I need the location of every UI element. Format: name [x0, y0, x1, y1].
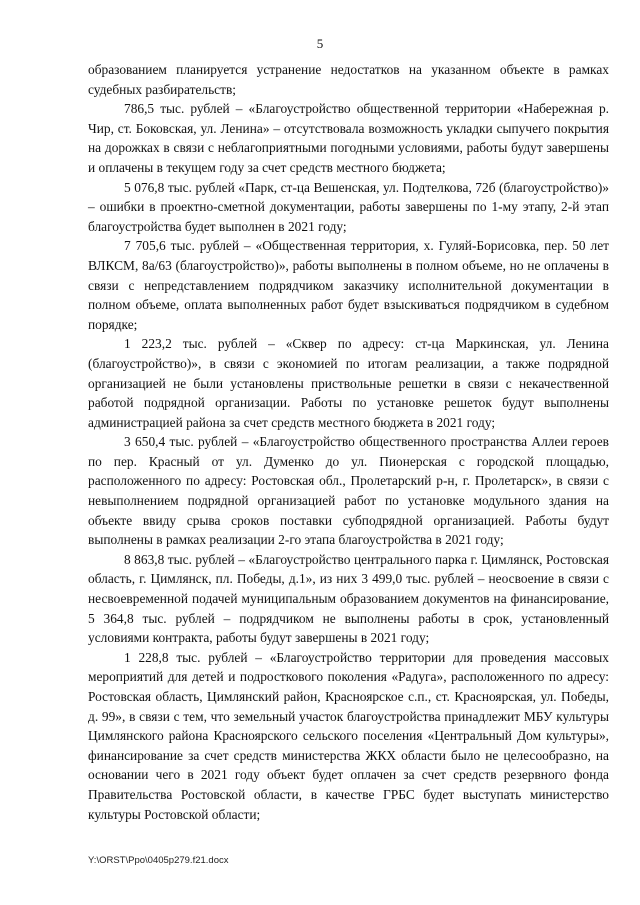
- paragraph-item: 7 705,6 тыс. рублей – «Общественная территория, х. Гуляй-Борисовка, пер. 50 лет ВЛКСМ, 8а/63 (благоустройство)», работы выполнены в полном объеме, но не оплачены в связи с непредставлением подрядчиком заказчику исполнительной документации в полном объеме, оплата выполненных работ будет взыскиваться подрядчиком в судебном порядке;: [88, 238, 609, 332]
- page-number: 5: [316, 36, 324, 51]
- paragraph-continuation: образованием планируется устранение недостатков на указанном объекте в рамках судебных разбирательств;: [88, 62, 609, 97]
- document-body: [88, 60, 609, 824]
- paragraph-item: 3 650,4 тыс. рублей – «Благоустройство общественного пространства Аллеи героев по пер. Красный от ул. Думенко до ул. Пионерская с городской площадью, расположенного по адресу: Ростовская обл., Пролетарский р-н, г. Пролетарск», в связи с невыполнением подрядной организацией работ по установке модульного здания на объекте ввиду срыва сроков поставки субподрядной организацией. Работы будут выполнены в рамках реализации 2-го этапа благоустройства в 2021 году;: [88, 434, 609, 548]
- footer-file-path: Y:\ORST\Ppo\0405p279.f21.docx: [88, 855, 229, 866]
- paragraph-item: 8 863,8 тыс. рублей – «Благоустройство центрального парка г. Цимлянск, Ростовская область, г. Цимлянск, пл. Победы, д.1», из них 3 499,0 тыс. рублей – неосвоение в связи с несвоевременной подачей муниципальным образованием документов на финансирование, 5 364,8 тыс. рублей – подрядчиком не выполнены работы в срок, установленный условиями контракта, работы будут завершены в 2021 году;: [88, 551, 609, 646]
- paragraph-item: 786,5 тыс. рублей – «Благоустройство общественной территории «Набережная р. Чир, ст. Боковская, ул. Ленина» – отсутствовала возможность укладки сыпучего покрытия на дорожках в связи с неблагоприятными погодными условиями, работы будут завершены и оплачены в текущем году за счет средств местного бюджета;: [88, 101, 609, 175]
- paragraph-item: 1 228,8 тыс. рублей – «Благоустройство территории для проведения массовых мероприятий для детей и подросткового поколения «Радуга», расположенного по адресу: Ростовская область, Цимлянский район, Красноярское с.п., ст. Красноярская, ул. Победы, д. 99», в связи с тем, что земельный участок благоустройства принадлежит МБУ культуры Цимлянского района Красноярского сельского поселения «Центральный Дом культуры», финансирование за счет средств министерства ЖКХ области было не целесообразно, на основании чего в 2021 году объект будет оплачен за счет средств резервного фонда Правительства Ростовской области, в качестве ГРБС будет выступать министерство культуры Ростовской области;: [88, 649, 609, 822]
- paragraph-item: 5 076,8 тыс. рублей «Парк, ст-ца Вешенская, ул. Подтелкова, 72б (благоустройство)» – ошибки в проектно-сметной документации, работы завершены по 1-му этапу, 2-й этап благоустройства будет выполнен в 2021 году;: [88, 179, 609, 234]
- paragraph-item: 1 223,2 тыс. рублей – «Сквер по адресу: ст-ца Маркинская, ул. Ленина (благоустройство)», в связи с экономией по итогам реализации, а также подрядной организацией не были установлены приствольные решетки в связи с некачественной работой подрядной организации. Работы по установке решеток будут выполнены администрацией района за счет средств местного бюджета в 2021 году;: [88, 336, 609, 430]
